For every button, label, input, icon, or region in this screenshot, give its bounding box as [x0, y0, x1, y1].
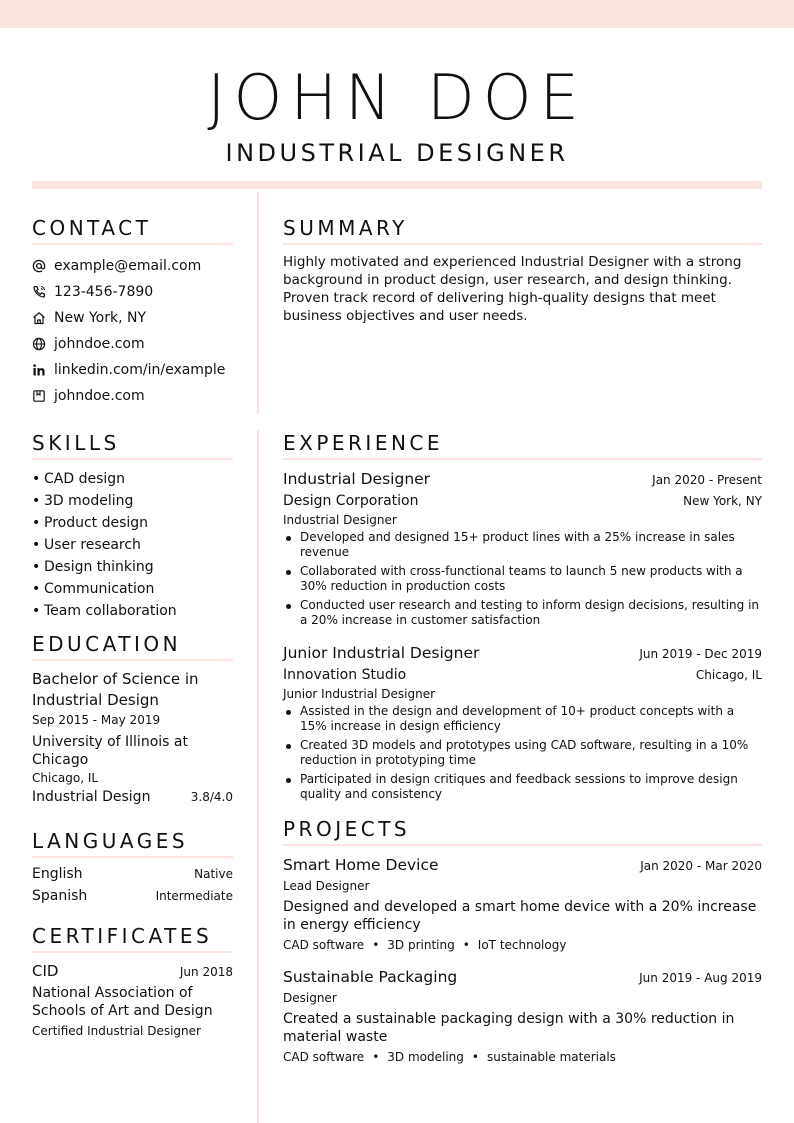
certificates-heading: CERTIFICATES [32, 924, 233, 953]
header-divider [32, 181, 762, 189]
certificate-header-row [32, 961, 233, 981]
project-tag: CAD software [283, 938, 365, 952]
education-section [32, 632, 233, 807]
certificate-name: CID [32, 962, 59, 980]
job-entry [283, 468, 762, 628]
language-level: Intermediate [155, 889, 233, 903]
education-dates: Sep 2015 - May 2019 [32, 713, 161, 727]
job-location: New York, NY [683, 494, 762, 508]
skill-item: • Team collaboration [32, 603, 177, 619]
skills-heading: SKILLS [32, 431, 233, 460]
education-gpa: 3.8/4.0 [190, 790, 233, 804]
globe-icon [32, 337, 46, 351]
at-icon [32, 259, 46, 273]
job-bullet: Participated in design critiques and feedback sessions to improve design quality and consistency [283, 772, 762, 802]
job-bullet: Created 3D models and prototypes using CAD software, resulting in a 10% reduction in prototyping time [283, 738, 762, 768]
summary-section [283, 216, 762, 325]
job-bullet: Conducted user research and testing to inform design decisions, resulting in a 20% increase in customer satisfaction [283, 598, 762, 628]
project-tags: CAD software • 3D printing • IoT technology [283, 938, 567, 952]
project-entry [283, 854, 762, 954]
contact-linkedin-text: linkedin.com/in/example [54, 362, 226, 378]
contact-linkedin[interactable] [32, 357, 233, 383]
certificate-date: Jun 2018 [179, 965, 233, 979]
education-field: Industrial Design [32, 789, 151, 805]
project-tag: IoT technology [477, 938, 567, 952]
job-title-text: Industrial Designer [283, 470, 431, 488]
contact-location [32, 305, 233, 331]
project-description: Created a sustainable packaging design with a 30% reduction in material waste [283, 1011, 735, 1045]
contact-phone-text: 123-456-7890 [54, 284, 154, 300]
experience-heading: EXPERIENCE [283, 431, 762, 460]
languages-heading: LANGUAGES [32, 829, 233, 858]
linkedin-icon [32, 363, 46, 377]
education-heading: EDUCATION [32, 632, 233, 661]
contact-email-text: example@email.com [54, 258, 202, 274]
project-description: Designed and developed a smart home device with a 20% increase in energy efficiency [283, 899, 757, 933]
job-bullet: Collaborated with cross-functional teams to launch 5 new products with a 30% reduction in production costs [283, 564, 762, 594]
project-name: Sustainable Packaging [283, 968, 458, 986]
contact-website[interactable] [32, 331, 233, 357]
home-icon [32, 311, 46, 325]
project-tag: 3D printing [387, 938, 455, 952]
summary-text: Highly motivated and experienced Industrial Designer with a strong background in product design, user research, and design thinking. Proven track record of delivering high-quality designs that meet business objectives and user needs. [283, 254, 742, 324]
education-school: University of Illinois at Chicago [32, 734, 188, 768]
project-tag: sustainable materials [486, 1050, 616, 1064]
skill-item: • Communication [32, 581, 155, 597]
project-dates: Jun 2019 - Aug 2019 [639, 971, 762, 985]
column-divider-bottom [257, 430, 259, 1123]
job-dates: Jan 2020 - Present [652, 473, 762, 487]
contact-portfolio[interactable] [32, 383, 233, 409]
skill-item: • User research [32, 537, 141, 553]
top-accent-band [0, 0, 794, 28]
job-company: Innovation Studio [283, 667, 407, 683]
project-tag: 3D modeling [387, 1050, 464, 1064]
certificates-section [32, 924, 233, 1040]
project-role: Designer [283, 991, 337, 1005]
project-name: Smart Home Device [283, 856, 439, 874]
column-divider-top [257, 192, 259, 414]
contact-email[interactable] [32, 253, 233, 279]
job-bullet: Developed and designed 15+ product lines with a 25% increase in sales revenue [283, 530, 762, 560]
contact-heading: CONTACT [32, 216, 233, 245]
job-company: Design Corporation [283, 493, 419, 509]
languages-section [32, 829, 233, 910]
job-title-text: Junior Industrial Designer [283, 644, 480, 662]
job-dates: Jun 2019 - Dec 2019 [639, 647, 762, 661]
skill-item: • Design thinking [32, 559, 154, 575]
job-entry [283, 642, 762, 802]
project-tags: CAD software • 3D modeling • sustainable materials [283, 1050, 616, 1064]
contact-portfolio-text: johndoe.com [54, 388, 145, 404]
skill-item: • Product design [32, 515, 149, 531]
language-name: English [32, 866, 83, 882]
project-entry [283, 966, 762, 1066]
job-role: Junior Industrial Designer [283, 687, 436, 701]
job-bullets [283, 530, 762, 628]
job-location: Chicago, IL [695, 668, 762, 682]
contact-location-text: New York, NY [54, 310, 147, 326]
language-level: Native [194, 867, 233, 881]
experience-section [283, 431, 762, 816]
certificate-description: Certified Industrial Designer [32, 1024, 201, 1038]
skill-item: • 3D modeling [32, 493, 134, 509]
education-location: Chicago, IL [32, 771, 99, 785]
contact-phone[interactable] [32, 279, 233, 305]
education-degree: Bachelor of Science in Industrial Design [32, 670, 199, 709]
job-role: Industrial Designer [283, 513, 397, 527]
candidate-name: JOHN DOE [207, 61, 587, 134]
job-bullets [283, 704, 762, 802]
contact-website-text: johndoe.com [54, 336, 145, 352]
language-row [32, 866, 233, 888]
language-name: Spanish [32, 888, 88, 904]
language-row [32, 888, 233, 910]
skill-item: • CAD design [32, 471, 126, 487]
job-bullet: Assisted in the design and development of 10+ product concepts with a 15% increase in design efficiency [283, 704, 762, 734]
portfolio-icon [32, 389, 46, 403]
projects-heading: PROJECTS [283, 817, 762, 846]
phone-icon [32, 285, 46, 299]
certificate-issuer: National Association of Schools of Art and Design [32, 985, 213, 1019]
project-role: Lead Designer [283, 879, 370, 893]
summary-heading: SUMMARY [283, 216, 762, 245]
contact-section [32, 216, 233, 409]
job-title: INDUSTRIAL DESIGNER [225, 139, 569, 167]
project-tag: CAD software [283, 1050, 365, 1064]
skills-section [32, 431, 233, 622]
projects-section [283, 817, 762, 1078]
education-field-row [32, 787, 233, 807]
project-dates: Jan 2020 - Mar 2020 [640, 859, 762, 873]
